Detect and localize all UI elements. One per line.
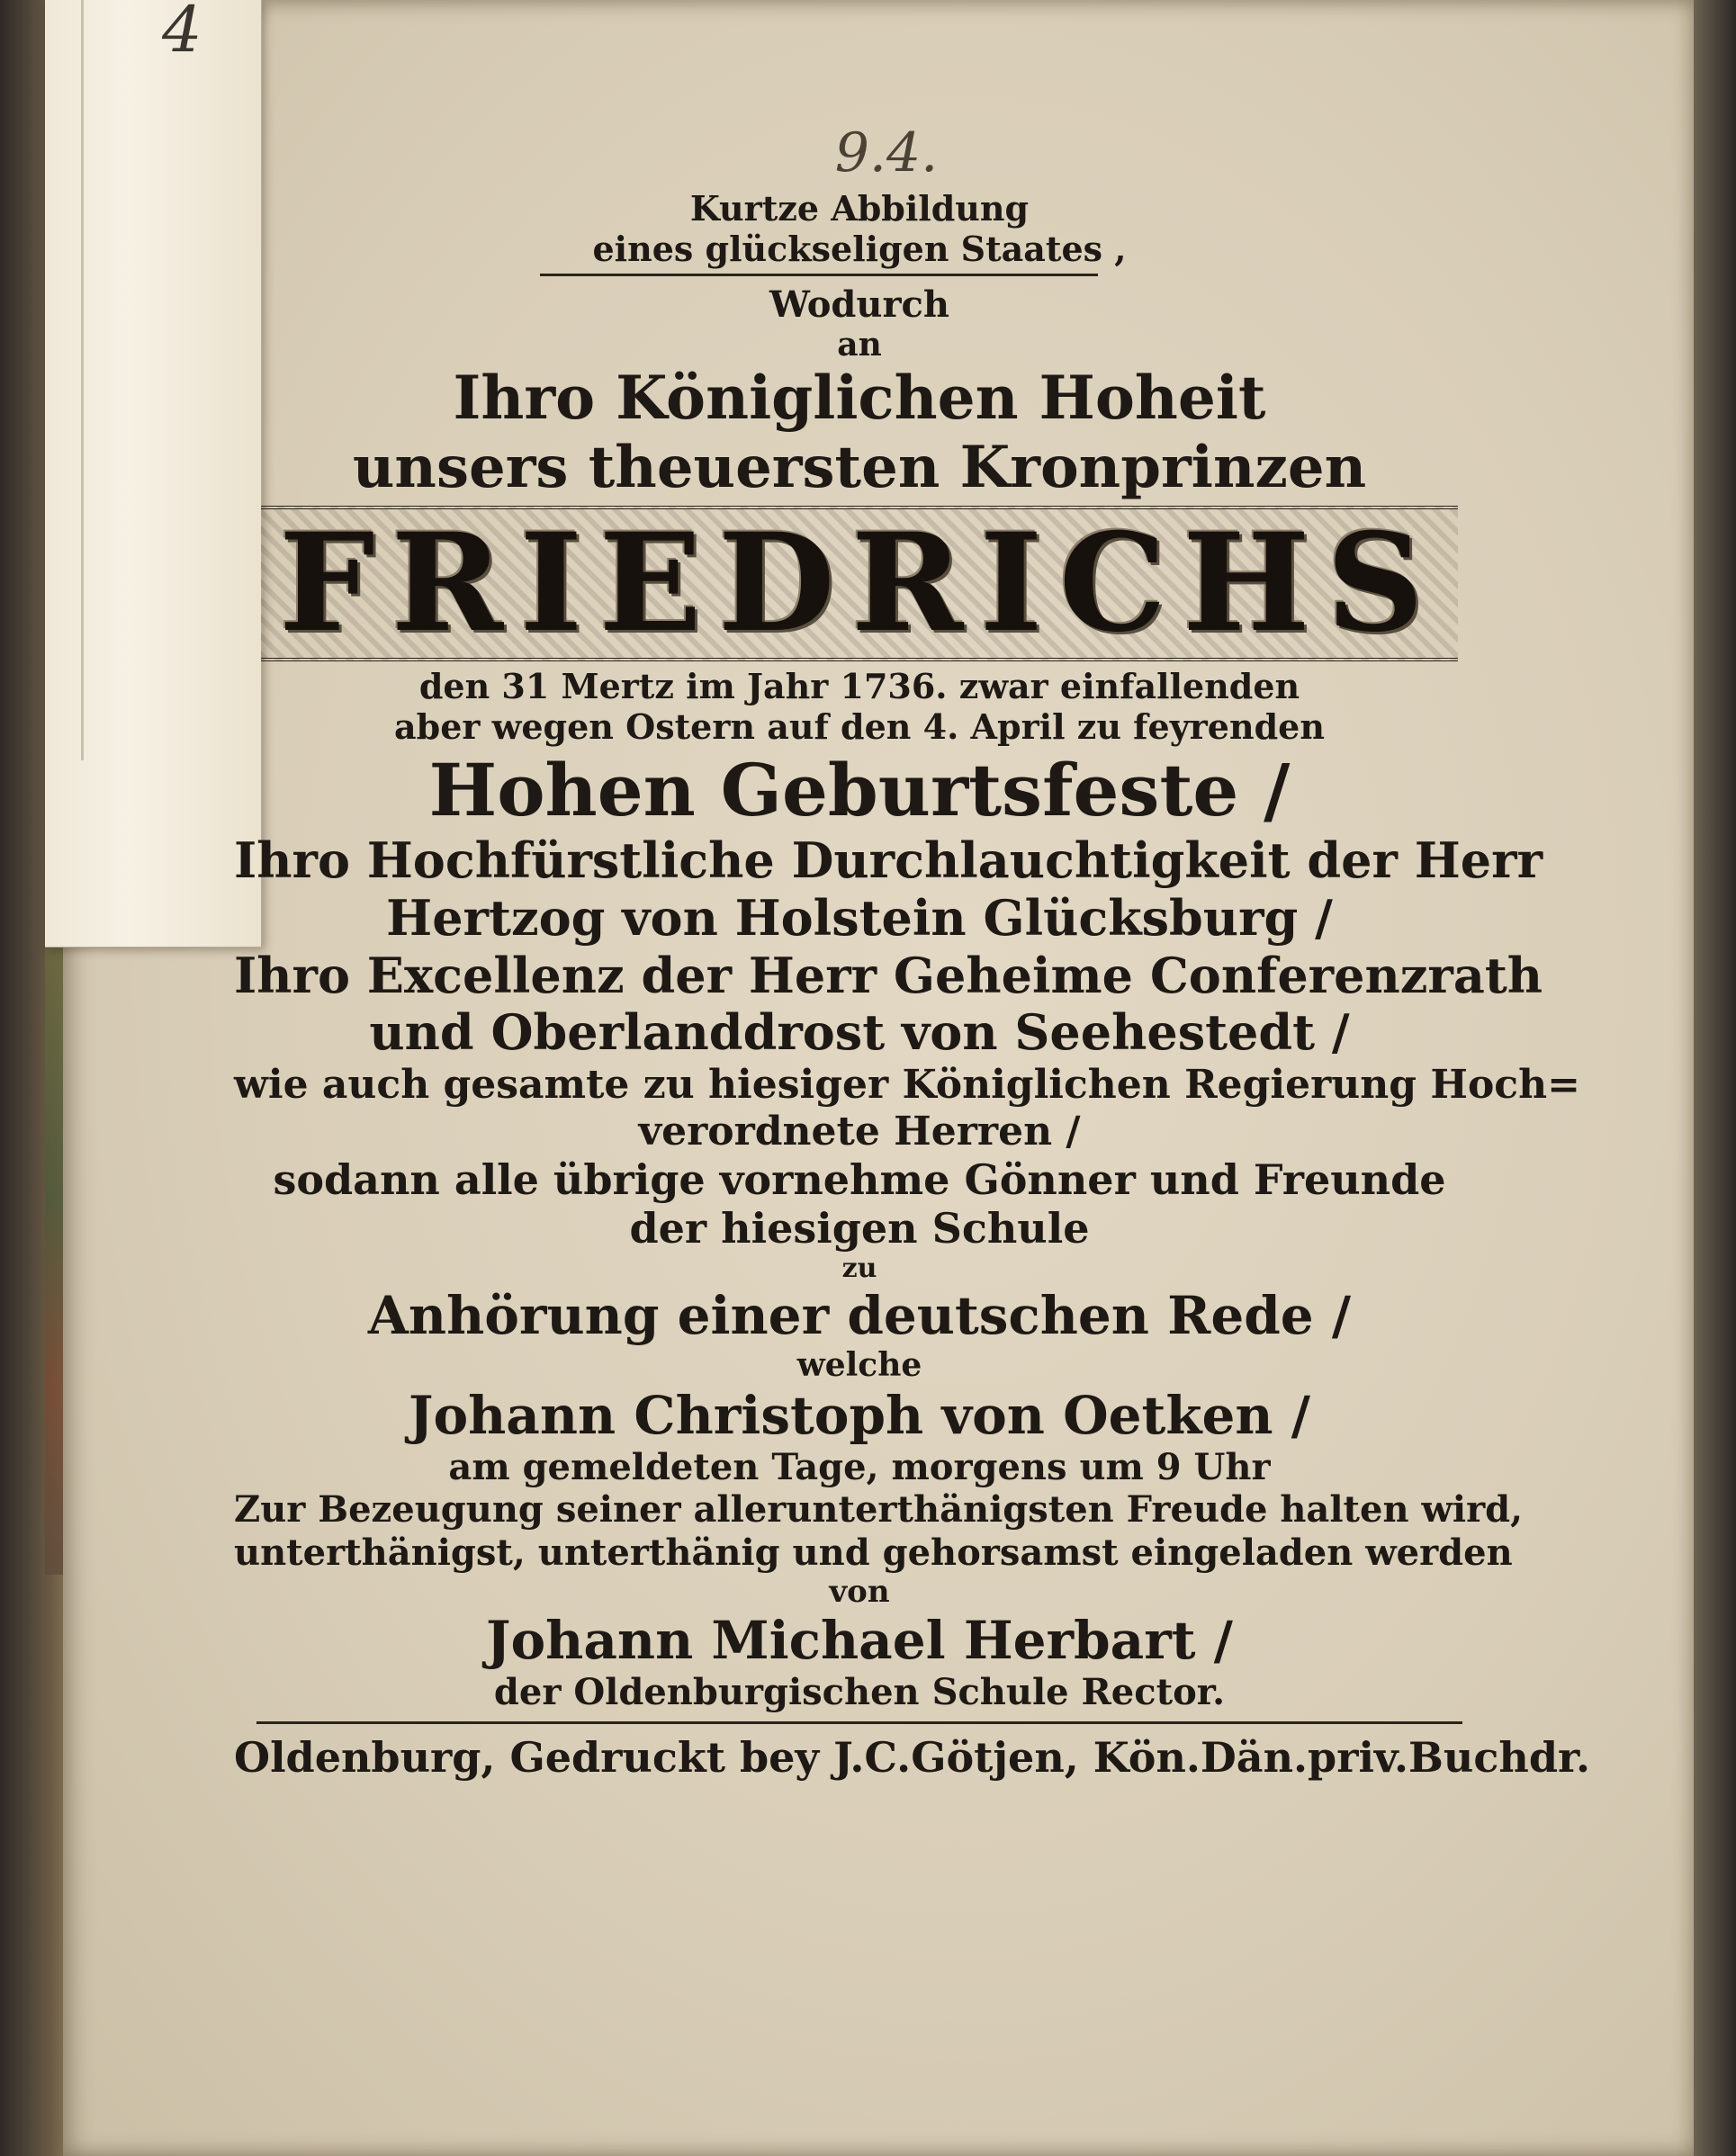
invitee-line-2: Hertzog von Holstein Glücksburg / [386,888,1333,947]
invitee-line-3: Ihro Excellenz der Herr Geheime Conferenzrath [234,946,1543,1004]
invitee-line-6: verordnete Herren / [638,1109,1081,1155]
binding-marbled-edge [45,945,65,1575]
decorative-name-heading [234,503,1485,662]
author-name-line: Johann Michael Herbart / [486,1609,1233,1671]
connector-von: von [829,1573,890,1610]
pasted-paper-slip [45,0,262,948]
invitee-line-8: der hiesigen Schule [629,1204,1090,1253]
purpose-line: Zur Bezeugung seiner allerunterthänigsten Freude halten wird, [234,1488,1524,1532]
imprint-line: Oldenburg, Gedruckt bey J.C.Götjen, Kön.Dän.priv.Buchdr. [234,1732,1591,1782]
invitee-line-1: Ihro Hochfürstliche Durchlauchtigkeit der Herr [234,831,1543,890]
honoree-title-line: Ihro Königlichen Hoheit [453,363,1266,434]
speech-line: Anhörung einer deutschen Rede / [367,1284,1352,1346]
handwritten-shelfmark: 9.4. [834,121,939,184]
title-text-block [234,117,1591,1782]
author-title-line: der Oldenburgischen Schule Rector. [493,1671,1226,1714]
invitee-line-7: sodann alle übrige vornehme Gönner und Freunde [273,1154,1446,1204]
slip-fold-line [81,0,84,760]
imprint-rule [256,1721,1462,1724]
decorative-name-text: FRIEDRICHS [261,506,1458,662]
speaker-name-line: Johann Christoph von Oetken / [409,1384,1310,1446]
invitee-line-5: wie auch gesamte zu hiesiger Königlichen Regierung Hoch= [234,1062,1580,1109]
title-line-1: Kurtze Abbildung [689,188,1030,229]
page-right-edge [1694,0,1736,2156]
connector-welche: welche [796,1346,922,1385]
title-line-3: Wodurch [769,283,949,326]
title-line-4: an [837,325,882,364]
connector-zu: zu [841,1253,877,1285]
date-line-1: den 31 Mertz im Jahr 1736. zwar einfallenden [418,666,1300,707]
invited-line: unterthänigst, unterthänig und gehorsamst eingeladen werden [234,1531,1513,1574]
slip-handwritten-number: 4 [162,0,202,67]
title-line-2: eines glückseligen Staates , [592,228,1127,269]
title-rule [540,274,1098,276]
time-line: am gemeldeten Tage, morgens um 9 Uhr [448,1446,1271,1489]
occasion-line: Hohen Geburtsfeste / [428,747,1291,832]
honoree-subtitle-line: unsers theuersten Kronprinzen [352,434,1367,502]
invitee-line-4: und Oberlanddrost von Seehestedt / [369,1003,1350,1062]
date-line-2: aber wegen Ostern auf den 4. April zu feyrenden [394,706,1325,748]
